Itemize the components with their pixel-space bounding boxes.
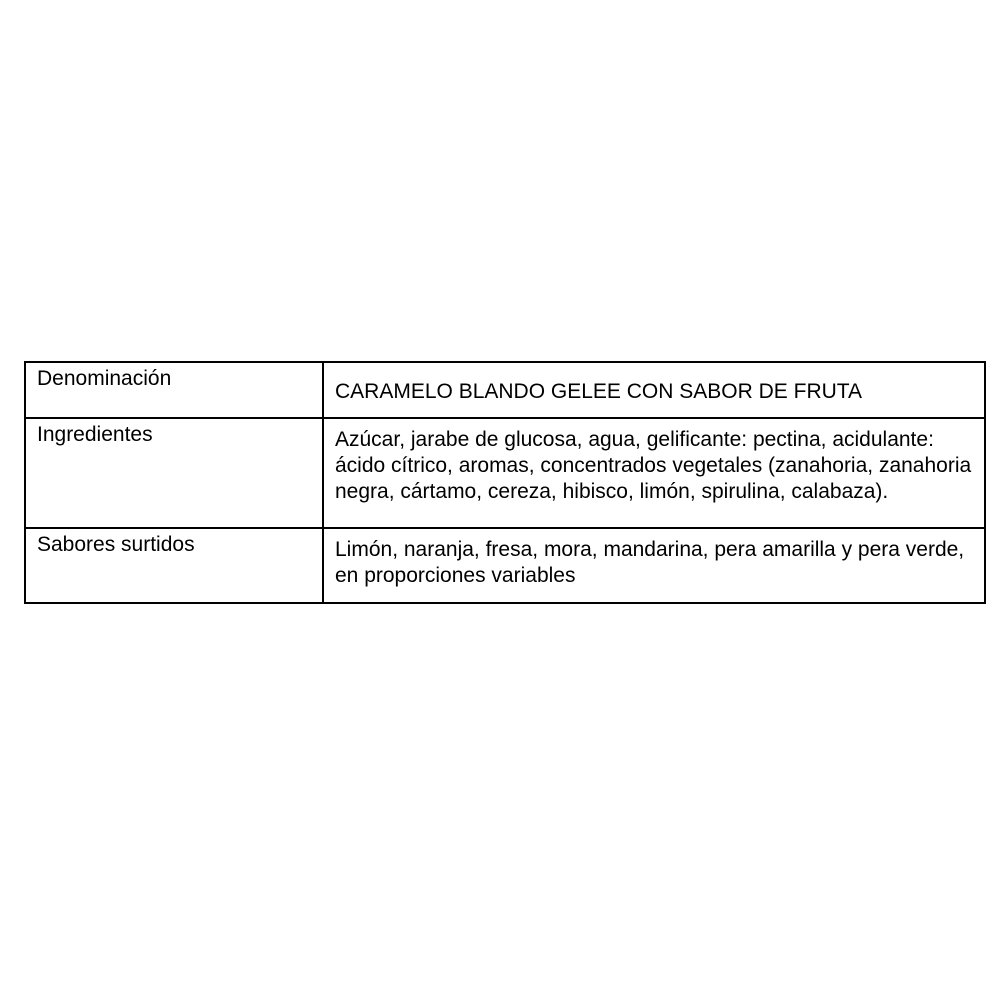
row-label-sabores: Sabores surtidos [25,528,323,603]
row-label-ingredientes: Ingredientes [25,418,323,528]
row-value-sabores: Limón, naranja, fresa, mora, mandarina, pera amarilla y pera verde, en proporciones variables [323,528,985,603]
row-label-denominacion: Denominación [25,362,323,418]
row-value-ingredientes: Azúcar, jarabe de glucosa, agua, gelificante: pectina, acidulante: ácido cítrico, aromas, concentrados vegetales (zanahoria, zanahoria negra, cártamo, cereza, hibisco, limón, spirulina, calabaza). [323,418,985,528]
table-row-sabores [25,528,985,603]
table-row-ingredientes [25,418,985,528]
table-row-denominacion [25,362,985,418]
row-value-denominacion: CARAMELO BLANDO GELEE CON SABOR DE FRUTA [323,362,985,418]
product-spec-table [24,361,986,604]
